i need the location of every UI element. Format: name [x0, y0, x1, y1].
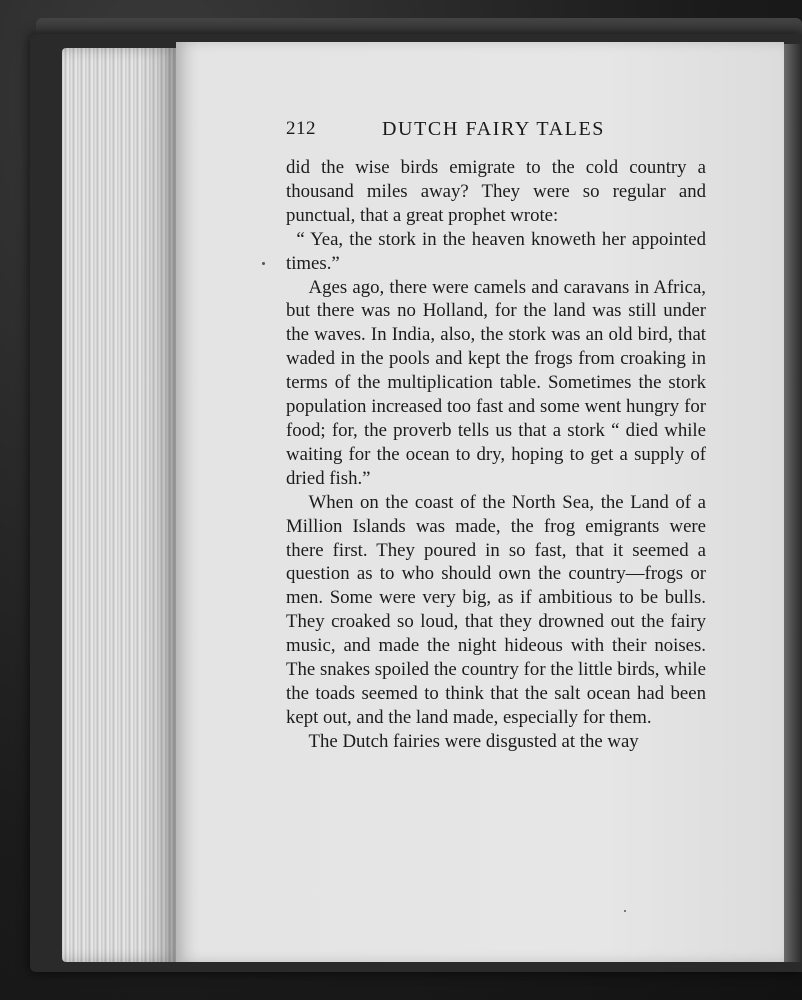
paragraph-north-sea: When on the coast of the North Sea, the Land of a Million Islands was made, the frog emigrants were there first. They poured in so fast, that it seemed a question as to who should own the country—frogs or men. Some were very big, as if ambitious to be bulls. They croaked so loud, that they drowned out the fairy music, and made the night hideous with their noises. The snakes spoiled the country for the little birds, while the toads seemed to think that the salt ocean had been kept out, and the land made, especially for them.	[286, 491, 706, 728]
right-page-edge	[784, 44, 802, 962]
page-speck	[624, 910, 626, 912]
page-number: 212	[286, 118, 316, 139]
paragraph-ages-ago: Ages ago, there were camels and caravans in Africa, but there was no Holland, for the land was still under the waves. In India, also, the stork was an old bird, that waded in the pools and kept the frogs from croaking in terms of the multiplication table. Sometimes the stork population increased too fast and some went hungry for food; for, the proverb tells us that a stork “ died while waiting for the ocean to dry, hoping to get a supply of dried fish.”	[286, 276, 706, 489]
paragraph-continuation: did the wise birds emigrate to the cold country a thousand miles away? They were so regular and punctual, that a great prophet wrote:	[286, 157, 706, 226]
page-speck	[262, 262, 265, 265]
body-text	[286, 156, 706, 754]
paragraph-quote: “ Yea, the stork in the heaven knoweth her appointed times.”	[286, 228, 706, 274]
page-header	[286, 118, 710, 148]
gutter-shadow	[140, 48, 180, 962]
paragraph-dutch-fairies: The Dutch fairies were disgusted at the way	[308, 730, 639, 752]
book-page	[176, 42, 784, 962]
running-title: DUTCH FAIRY TALES	[382, 118, 606, 140]
